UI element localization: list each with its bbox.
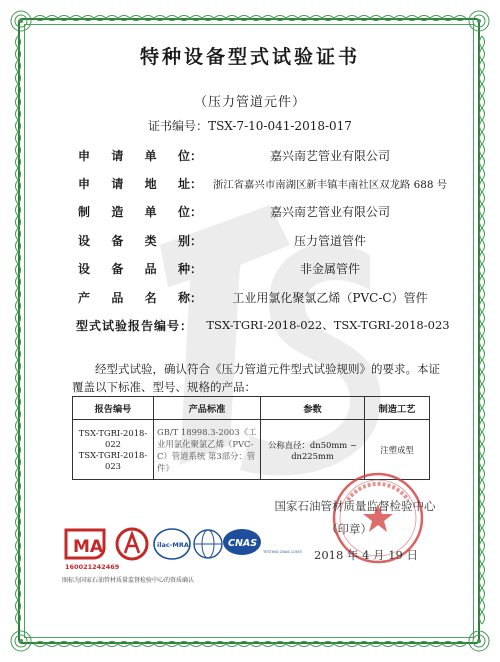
field-equipment-category: 设 备 类 别 ： 压力管道管件 — [0, 232, 500, 252]
field-manufacturer: 制 造 单 位 ： 嘉兴南艺管业有限公司 — [0, 203, 500, 223]
cma-logo-icon — [65, 530, 120, 571]
field-label: 产 品 名 称 — [78, 291, 190, 305]
field-label: 申 请 单 位 — [78, 149, 190, 163]
issuer-seal-note: （印章） — [326, 522, 372, 536]
cma-logo-text: MA — [73, 537, 104, 557]
field-value: TSX-TGRI-2018-022、TSX-TGRI-2018-023 — [206, 318, 450, 332]
field-value: 浙江省嘉兴市南湖区新丰镇丰南社区双龙路 688 号 — [212, 179, 448, 191]
field-label: 型式试验报告编号： — [76, 319, 194, 333]
field-value: 压力管道管件 — [293, 234, 366, 248]
cell-report-no: TSX-TGRI-2018-022 TSX-TGRI-2018-023 — [73, 420, 154, 480]
col-header-param: 参数 — [261, 397, 365, 420]
col-header-report-no: 报告编号 — [73, 397, 154, 420]
cell-param: 公称直径：dn50mm ~ dn225mm — [261, 420, 365, 480]
cnas-logo-icon — [223, 529, 302, 555]
issue-date: 2018 年 4 月 19 日 — [314, 548, 418, 562]
field-label: 设 备 类 别 — [78, 234, 190, 248]
field-address: 申 请 地 址 ： 浙江省嘉兴市南湖区新丰镇丰南社区双龙路 688 号 — [0, 175, 500, 195]
field-value: 工业用氯化聚氯乙烯（PVC-C）管件 — [232, 291, 428, 305]
cnas-logo-text: CNAS — [228, 538, 258, 549]
col-header-process: 制造工艺 — [365, 397, 430, 420]
ilac-logo-text: ilac-MRA — [157, 541, 189, 549]
certificate-subtitle: （压力管道元件） — [193, 95, 306, 110]
footnote: 图标为国家石油管材质量监督检验中心的资质确认 — [62, 577, 195, 584]
cell-process: 注塑成型 — [365, 420, 430, 480]
statement-paragraph: 经型式试验，确认符合《压力管道元件型式试验规则》的要求。本证覆盖以下标准、型号、规格的产品： — [72, 362, 440, 394]
field-product-name: 产 品 名 称 ： 工业用氯化聚氯乙烯（PVC-C）管件 — [0, 289, 500, 309]
ilac-mra-logo-icon — [154, 529, 190, 559]
cell-standard: GB/T 18998.3-2003《工业用氯化聚氯乙烯（PVC-C）管道系统 第3部分：管件》 — [154, 420, 261, 480]
certificate-number-label: 证书编号： — [148, 119, 209, 133]
field-applicant: 申 请 单 位 ： 嘉兴南艺管业有限公司 — [0, 147, 500, 167]
field-equipment-type: 设 备 品 种 ： 非金属管件 — [0, 260, 500, 280]
accreditation-logos — [64, 522, 302, 582]
field-label: 制 造 单 位 — [78, 205, 190, 219]
certificate-number-value: TSX-7-10-041-2018-017 — [208, 119, 352, 133]
field-value: 非金属管件 — [299, 262, 360, 276]
cma-code: 160021242469 — [65, 563, 120, 571]
certificate-title: 特种设备型式试验证书 — [139, 46, 360, 68]
field-value: 嘉兴南艺管业有限公司 — [269, 149, 390, 163]
cal-logo-icon — [117, 529, 147, 559]
field-report-number — [0, 317, 500, 337]
table-header-row — [73, 397, 430, 420]
product-spec-table — [72, 396, 430, 480]
field-label: 申 请 地 址 — [78, 177, 190, 191]
field-label: 设 备 品 种 — [78, 262, 190, 276]
issuer-name: 国家石油管材质量监督检验中心 — [274, 499, 436, 513]
col-header-standard: 产品标准 — [154, 397, 261, 420]
testing-label: TESTING CNAS L1555 — [263, 550, 302, 554]
certificate-number — [0, 117, 500, 134]
field-value: 嘉兴南艺管业有限公司 — [269, 205, 390, 219]
testing-globe-icon — [194, 530, 222, 558]
